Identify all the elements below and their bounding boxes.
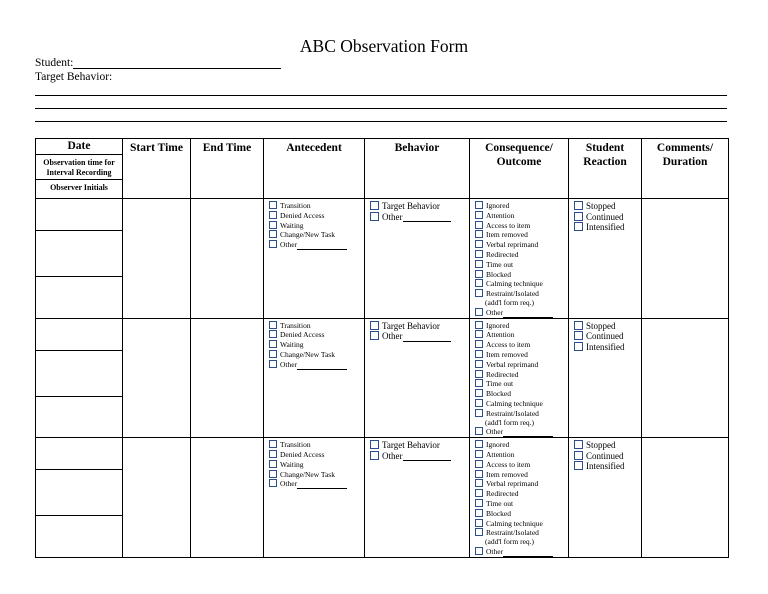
option-label: Restraint/Isolated (486, 289, 539, 299)
checkbox-icon[interactable] (574, 451, 583, 460)
option-item (475, 201, 568, 211)
option-label: (add'l form req.) (485, 297, 535, 307)
antecedent-cell (264, 438, 365, 558)
checkbox-icon[interactable] (269, 240, 277, 248)
option-label: Ignored (486, 440, 510, 450)
checkbox-icon[interactable] (574, 212, 583, 221)
checkbox-icon[interactable] (269, 221, 277, 229)
checkbox-icon[interactable] (269, 350, 277, 358)
abc-table (35, 138, 729, 558)
option-item (370, 321, 469, 332)
checkbox-icon[interactable] (475, 389, 483, 397)
checkbox-icon[interactable] (269, 440, 277, 448)
option-item (475, 460, 568, 470)
option-item (574, 212, 641, 223)
antecedent-cell (264, 318, 365, 438)
target-behavior-line-3[interactable] (35, 121, 727, 122)
option-label: Other (280, 359, 298, 369)
start-time-cell[interactable] (123, 199, 191, 319)
option-item (269, 460, 364, 470)
option-label: Change/New Task (280, 469, 335, 479)
option-label: Other (486, 546, 504, 556)
checkbox-icon[interactable] (475, 221, 483, 229)
date-cell[interactable] (36, 199, 123, 319)
checkbox-icon[interactable] (574, 331, 583, 340)
option-label: Denied Access (280, 330, 325, 340)
behavior-header: Behavior (365, 139, 470, 199)
checkbox-icon[interactable] (475, 260, 483, 268)
option-label: Blocked (486, 389, 511, 399)
option-item (475, 489, 568, 499)
checkbox-icon[interactable] (475, 399, 483, 407)
option-label: Ignored (486, 320, 510, 330)
option-label: Access to item (486, 340, 531, 350)
checkbox-icon[interactable] (269, 479, 277, 487)
option-item (370, 201, 469, 212)
checkbox-icon[interactable] (475, 330, 483, 338)
option-label: Stopped (586, 440, 616, 451)
option-item (475, 211, 568, 221)
option-item (475, 230, 568, 240)
checkbox-icon[interactable] (475, 321, 483, 329)
date-subcell[interactable] (36, 470, 122, 516)
date-header-cell (36, 139, 123, 199)
option-item (269, 230, 364, 240)
date-subcell[interactable] (36, 351, 122, 397)
end-time-cell[interactable] (191, 318, 264, 438)
option-label: Calming technique (486, 279, 543, 289)
checkbox-icon[interactable] (475, 250, 483, 258)
option-item (574, 222, 641, 233)
option-label: Denied Access (280, 449, 325, 459)
option-label: Blocked (486, 508, 511, 518)
checkbox-icon[interactable] (475, 201, 483, 209)
checkbox-icon[interactable] (475, 340, 483, 348)
option-label: Item removed (486, 349, 528, 359)
option-item (475, 308, 568, 318)
option-label: Ignored (486, 201, 510, 210)
option-label: Verbal reprimand (486, 240, 539, 250)
option-item (475, 279, 568, 289)
consequence-cell (470, 318, 569, 438)
checkbox-icon[interactable] (475, 240, 483, 248)
option-label: Change/New Task (280, 349, 335, 359)
option-item (370, 212, 469, 223)
behavior-cell (365, 438, 470, 558)
option-label: Intensified (586, 222, 625, 232)
option-label: Access to item (486, 220, 531, 230)
student-reaction-cell (569, 438, 642, 558)
option-label: Waiting (280, 220, 304, 230)
checkbox-icon[interactable] (475, 370, 483, 378)
option-label: Other (382, 331, 403, 342)
date-header: Date (36, 139, 122, 155)
option-label: Attention (486, 330, 515, 340)
date-subcell[interactable] (36, 199, 122, 231)
checkbox-icon[interactable] (475, 270, 483, 278)
checkbox-icon[interactable] (475, 499, 483, 507)
observation-time-header: Observation time for Interval Recording (36, 155, 122, 180)
option-label: Change/New Task (280, 230, 335, 240)
option-label: Attention (486, 210, 515, 220)
date-subcell[interactable] (36, 277, 122, 311)
consequence-cell (470, 438, 569, 558)
option-label: Other (382, 450, 403, 461)
option-label: Time out (486, 498, 514, 508)
option-label: Transition (280, 201, 311, 210)
checkbox-icon[interactable] (475, 450, 483, 458)
date-subcell[interactable] (36, 397, 122, 431)
option-label: Other (486, 427, 504, 437)
observation-row (36, 199, 729, 319)
antecedent-header: Antecedent (264, 139, 365, 199)
checkbox-icon[interactable] (370, 212, 379, 221)
checkbox-icon[interactable] (370, 201, 379, 210)
observation-row (36, 438, 729, 558)
option-item (269, 340, 364, 350)
checkbox-icon[interactable] (269, 321, 277, 329)
option-item (269, 201, 364, 211)
checkbox-icon[interactable] (269, 201, 277, 209)
option-item (269, 240, 364, 250)
option-item (475, 350, 568, 360)
option-item (574, 461, 641, 472)
option-item (574, 451, 641, 462)
date-subcell[interactable] (36, 516, 122, 550)
option-item (269, 330, 364, 340)
option-item (269, 470, 364, 480)
observer-initials-header: Observer Initials (50, 183, 108, 192)
option-label: Waiting (280, 340, 304, 350)
option-item (475, 321, 568, 331)
option-item (475, 479, 568, 489)
other-blank[interactable] (503, 429, 553, 437)
checkbox-icon[interactable] (574, 222, 583, 231)
option-item (475, 419, 568, 428)
student-field[interactable] (35, 57, 281, 69)
option-label: Calming technique (486, 398, 543, 408)
comments-cell[interactable] (642, 199, 729, 319)
observation-row (36, 318, 729, 438)
option-item (574, 440, 641, 451)
option-label: Stopped (586, 320, 616, 331)
option-item (475, 547, 568, 557)
checkbox-icon[interactable] (475, 547, 483, 555)
option-label: Redirected (486, 489, 519, 499)
option-label: (add'l form req.) (485, 537, 535, 547)
option-label: Other (382, 211, 403, 222)
checkbox-icon[interactable] (370, 321, 379, 330)
option-item (475, 370, 568, 380)
option-item (475, 440, 568, 450)
checkbox-icon[interactable] (475, 350, 483, 358)
checkbox-icon[interactable] (475, 230, 483, 238)
checkbox-icon[interactable] (269, 470, 277, 478)
option-label: Blocked (486, 269, 511, 279)
target-behavior-label: Target Behavior: (35, 71, 113, 83)
other-blank[interactable] (403, 333, 451, 342)
option-item (269, 479, 364, 489)
option-item (475, 538, 568, 547)
checkbox-icon[interactable] (574, 201, 583, 210)
checkbox-icon[interactable] (574, 321, 583, 330)
option-item (574, 342, 641, 353)
option-label: Item removed (486, 469, 528, 479)
option-item (370, 440, 469, 451)
student-reaction-cell (569, 199, 642, 319)
comments-cell[interactable] (642, 318, 729, 438)
checkbox-icon[interactable] (269, 340, 277, 348)
checkbox-icon[interactable] (370, 440, 379, 449)
checkbox-icon[interactable] (475, 211, 483, 219)
option-label: Redirected (486, 369, 519, 379)
option-item (475, 360, 568, 370)
checkbox-icon[interactable] (475, 279, 483, 287)
option-label: Other (486, 307, 504, 317)
student-reaction-header: Student Reaction (569, 139, 642, 199)
option-item (269, 450, 364, 460)
option-label: Other (280, 240, 298, 250)
header-row (36, 139, 729, 199)
option-label: Stopped (586, 201, 616, 211)
checkbox-icon[interactable] (475, 427, 483, 435)
checkbox-icon[interactable] (475, 509, 483, 517)
checkbox-icon[interactable] (269, 360, 277, 368)
other-blank[interactable] (297, 242, 347, 250)
option-item (269, 350, 364, 360)
end-time-cell[interactable] (191, 199, 264, 319)
option-item (574, 331, 641, 342)
option-label: (add'l form req.) (485, 417, 535, 427)
option-label: Target Behavior (382, 201, 440, 211)
option-item (475, 509, 568, 519)
option-item (475, 519, 568, 529)
checkbox-icon[interactable] (574, 461, 583, 470)
checkbox-icon[interactable] (370, 331, 379, 340)
checkbox-icon[interactable] (475, 289, 483, 297)
option-label: Time out (486, 379, 514, 389)
checkbox-icon[interactable] (269, 330, 277, 338)
checkbox-icon[interactable] (269, 211, 277, 219)
checkbox-icon[interactable] (475, 460, 483, 468)
option-label: Intensified (586, 341, 625, 352)
checkbox-icon[interactable] (475, 489, 483, 497)
option-label: Restraint/Isolated (486, 408, 539, 418)
option-label: Continued (586, 211, 624, 222)
checkbox-icon[interactable] (574, 440, 583, 449)
option-label: Continued (586, 450, 624, 461)
option-item (475, 330, 568, 340)
option-label: Waiting (280, 459, 304, 469)
option-item (269, 211, 364, 221)
date-subcell[interactable] (36, 231, 122, 277)
option-item (370, 451, 469, 462)
option-item (269, 360, 364, 370)
option-label: Item removed (486, 230, 528, 240)
option-label: Access to item (486, 459, 531, 469)
checkbox-icon[interactable] (269, 230, 277, 238)
option-label: Calming technique (486, 518, 543, 528)
end-time-cell[interactable] (191, 438, 264, 558)
checkbox-icon[interactable] (475, 409, 483, 417)
checkbox-icon[interactable] (475, 440, 483, 448)
end-time-header: End Time (191, 139, 264, 199)
option-label: Verbal reprimand (486, 359, 539, 369)
option-label: Verbal reprimand (486, 479, 539, 489)
option-item (269, 221, 364, 231)
option-item (269, 321, 364, 331)
option-label: Restraint/Isolated (486, 528, 539, 538)
option-item (475, 470, 568, 480)
checkbox-icon[interactable] (475, 379, 483, 387)
date-cell[interactable] (36, 438, 123, 558)
option-item (370, 331, 469, 342)
start-time-cell[interactable] (123, 438, 191, 558)
checkbox-icon[interactable] (574, 342, 583, 351)
option-item (269, 440, 364, 450)
option-item (475, 450, 568, 460)
other-blank[interactable] (503, 549, 553, 557)
checkbox-icon[interactable] (269, 460, 277, 468)
option-item (475, 299, 568, 308)
option-label: Time out (486, 259, 514, 269)
checkbox-icon[interactable] (370, 451, 379, 460)
consequence-cell (470, 199, 569, 319)
consequence-header: Consequence/ Outcome (470, 139, 569, 199)
start-time-cell[interactable] (123, 318, 191, 438)
other-blank[interactable] (403, 452, 451, 461)
option-item (475, 340, 568, 350)
option-label: Redirected (486, 249, 519, 259)
checkbox-icon[interactable] (475, 528, 483, 536)
option-label: Denied Access (280, 210, 325, 220)
start-time-header: Start Time (123, 139, 191, 199)
other-blank[interactable] (403, 213, 451, 222)
comments-header: Comments/ Duration (642, 139, 729, 199)
antecedent-cell (264, 199, 365, 319)
option-label: Transition (280, 440, 311, 450)
option-item (475, 399, 568, 409)
date-cell[interactable] (36, 318, 123, 438)
option-label: Target Behavior (382, 440, 440, 451)
option-item (475, 260, 568, 270)
option-label: Other (280, 479, 298, 489)
other-blank[interactable] (297, 362, 347, 370)
option-label: Transition (280, 320, 311, 330)
option-item (475, 221, 568, 231)
comments-cell[interactable] (642, 438, 729, 558)
behavior-cell (365, 199, 470, 319)
target-behavior-line-2[interactable] (35, 108, 727, 109)
option-item (475, 427, 568, 437)
checkbox-icon[interactable] (475, 470, 483, 478)
option-label: Attention (486, 449, 515, 459)
checkbox-icon[interactable] (475, 308, 483, 316)
option-label: Continued (586, 331, 624, 342)
form-title: ABC Observation Form (299, 36, 469, 56)
target-behavior-line-1[interactable] (35, 95, 727, 96)
option-item (574, 321, 641, 332)
checkbox-icon[interactable] (475, 479, 483, 487)
option-item (475, 499, 568, 509)
option-item (574, 201, 641, 212)
option-label: Intensified (586, 461, 625, 472)
student-blank[interactable] (73, 57, 281, 69)
behavior-cell (365, 318, 470, 438)
checkbox-icon[interactable] (269, 450, 277, 458)
option-item (475, 250, 568, 260)
checkbox-icon[interactable] (475, 519, 483, 527)
checkbox-icon[interactable] (475, 360, 483, 368)
option-item (475, 240, 568, 250)
date-subcell[interactable] (36, 319, 122, 351)
option-item (475, 389, 568, 399)
other-blank[interactable] (297, 481, 347, 489)
option-label: Target Behavior (382, 320, 440, 331)
date-subcell[interactable] (36, 438, 122, 470)
student-label: Student: (35, 57, 74, 69)
other-blank[interactable] (503, 310, 553, 318)
option-item (475, 270, 568, 280)
student-reaction-cell (569, 318, 642, 438)
option-item (475, 379, 568, 389)
